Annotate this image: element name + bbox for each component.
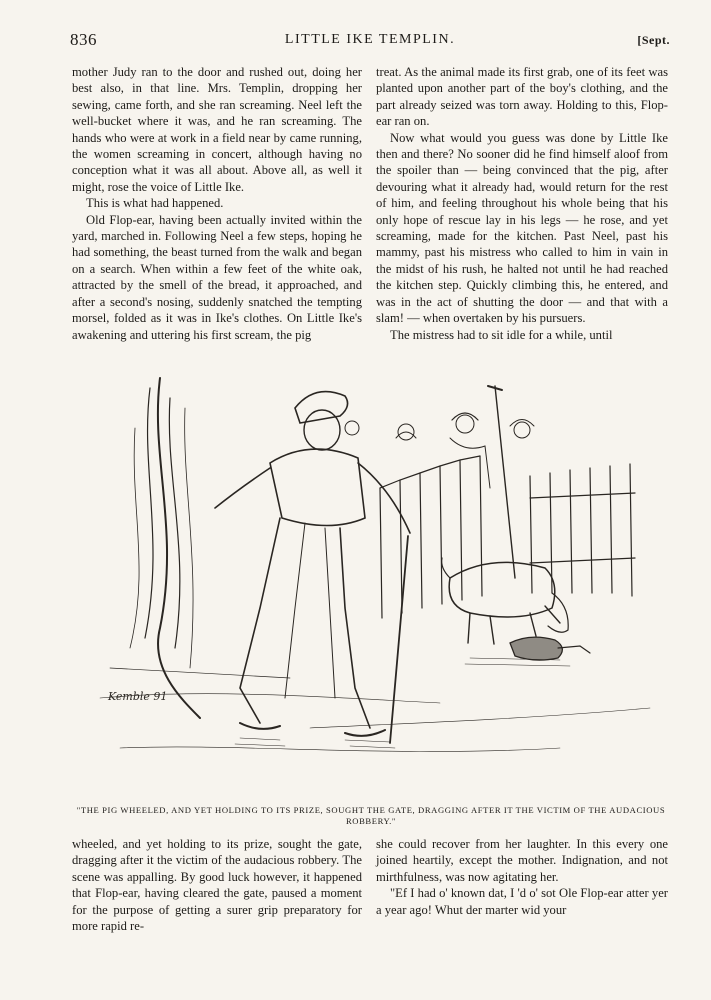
issue-month: [Sept. [637, 33, 670, 47]
left-column-top [72, 64, 362, 343]
running-header [70, 30, 670, 54]
paragraph: mother Judy ran to the door and rushed out, doing her best also, in that line. Mrs. Templin, dropping her sewing, came forth, and she ran screaming. Neel left the well-bucket where it was, and he ran screaming. The hands who were at work in a field near by came running, the women screaming in concert, although having no conception what it was all about. Above all, as well it might, rose the voice of Little Ike. [72, 65, 362, 194]
paragraph: Now what would you guess was done by Little Ike then and there? No sooner did he find himself aloof from the spoiler than — being convinced that the pig, after devouring what it already had, would return for the rest of him, and feeling throughout his whole being that his only hope of rescue lay in his legs — he rose, and yet screaming, made for the kitchen. Past Neel, past his mammy, past his mistress who called to him in vain in the midst of his rush, he halted not until he had reached the kitchen step. Quickly climbing this, he entered, and was in the act of shutting the door — and that with a slam! — when overtaken by his pursuers. [376, 130, 668, 326]
paragraph: wheeled, and yet holding to its prize, sought the gate, dragging after it the victim of the audacious robbery. The scene was appalling. By good luck however, it happened that Flop-ear, having cleared the gate, paused a moment for the purpose of getting a surer grip preparatory for more rapid re- [72, 837, 362, 934]
illustration-drawing [90, 368, 670, 793]
page-number: 836 [70, 30, 97, 49]
right-column-top [376, 64, 668, 343]
right-column-bottom [376, 836, 668, 918]
illustration [90, 368, 670, 793]
paragraph: The mistress had to sit idle for a while, until [390, 327, 613, 342]
left-column-bottom [72, 836, 362, 934]
paragraph: treat. As the animal made its first grab, one of its feet was planted upon another part of the boy's clothing, and the part already seized was torn away. Holding to this, Flop-ear ran on. [376, 65, 668, 129]
artist-signature: Kemble 91 [108, 690, 168, 703]
paragraph: Old Flop-ear, having been actually invited within the yard, marched in. Following Neel a few steps, hoping he had something, the beast turned from the walk and began on a search. When within a few feet of the white oak, attracted by the smell of the bread, it approached, and after a second's nosing, suddenly snatched the tempting morsel, folded as it was in Ike's clothes. On Little Ike's awakening and uttering his first scream, the pig [72, 212, 362, 342]
running-title: LITTLE IKE TEMPLIN. [284, 32, 456, 47]
illustration-caption: "THE PIG WHEELED, AND YET HOLDING TO ITS PRIZE, SOUGHT THE GATE, DRAGGING AFTER IT THE VICTIM OF THE AUDACIOUS ROBBERY." [76, 805, 666, 826]
paragraph: This is what had happened. [86, 196, 224, 211]
paragraph: "Ef I had o' known dat, I 'd o' sot Ole Flop-ear atter yer a year ago! Whut der marter wid your [376, 886, 668, 917]
paragraph: she could recover from her laughter. In this every one joined heartily, except the mother. Indignation, and not mirthfulness, was now agitating her. [376, 837, 668, 884]
